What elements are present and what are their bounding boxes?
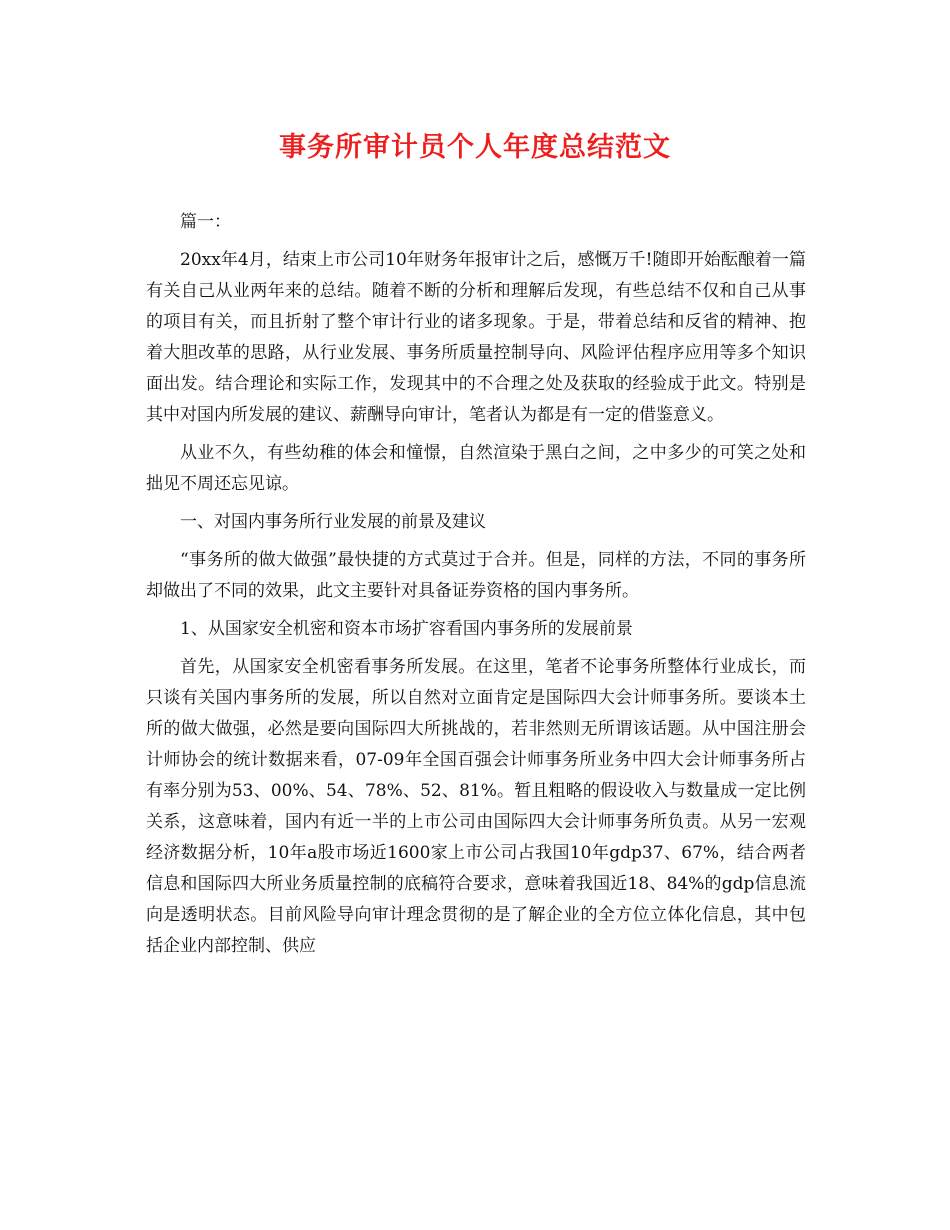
paragraph: 篇一：: [180, 212, 231, 232]
paragraph: “事务所的做大做强”最快捷的方式莫过于合并。但是，同样的方法，不同的事务所却做出了不同的效果，此文主要针对具备证券资格的国内事务所。: [146, 550, 806, 601]
paragraph: 首先，从国家安全机密看事务所发展。在这里，笔者不论事务所整体行业成长，而只谈有关国内事务所的发展，所以自然对立面肯定是国际四大会计师事务所。要谈本土所的做大做强，必然是要向国际四大所挑战的，若非然则无所谓该话题。从中国注册会计师协会的统计数据来看，07-09年全国百强会计师事务所业务中四大会计师事务所占有率分别为53、00%、54、78%、52、81%。暂且粗略的假设收入与数量成一定比例关系，这意味着，国内有近一半的上市公司由国际四大会计师事务所负责。从另一宏观经济数据分析，10年a股市场近1600家上市公司占我国10年gdp37、67%，结合两者信息和国际四大所业务质量控制的底稿符合要求，意味着我国近18、84%的gdp信息流向是透明状态。目前风险导向审计理念贯彻的是了解企业的全方位立体化信息，其中包括企业内部控制、供应: [146, 657, 806, 956]
paragraph: 从业不久，有些幼稚的体会和憧憬，自然渲染于黑白之间，之中多少的可笑之处和拙见不周还忘见谅。: [146, 443, 806, 494]
document-body: [146, 212, 806, 969]
section-heading: 一、对国内事务所行业发展的前景及建议: [180, 512, 486, 532]
subsection-heading: 1、从国家安全机密和资本市场扩容看国内事务所的发展前景: [180, 619, 633, 639]
document-title: 事务所审计员个人年度总结范文: [279, 132, 671, 163]
paragraph: 20xx年4月，结束上市公司10年财务年报审计之后，感慨万千!随即开始酝酿着一篇有关自己从业两年来的总结。随着不断的分析和理解后发现，有些总结不仅和自己从事的项目有关，而且折射了整个审计行业的诸多现象。于是，带着总结和反省的精神、抱着大胆改革的思路，从行业发展、事务所质量控制导向、风险评估程序应用等多个知识面出发。结合理论和实际工作，发现其中的不合理之处及获取的经验成于此文。特别是其中对国内所发展的建议、薪酬导向审计，笔者认为都是有一定的借鉴意义。: [146, 250, 806, 425]
